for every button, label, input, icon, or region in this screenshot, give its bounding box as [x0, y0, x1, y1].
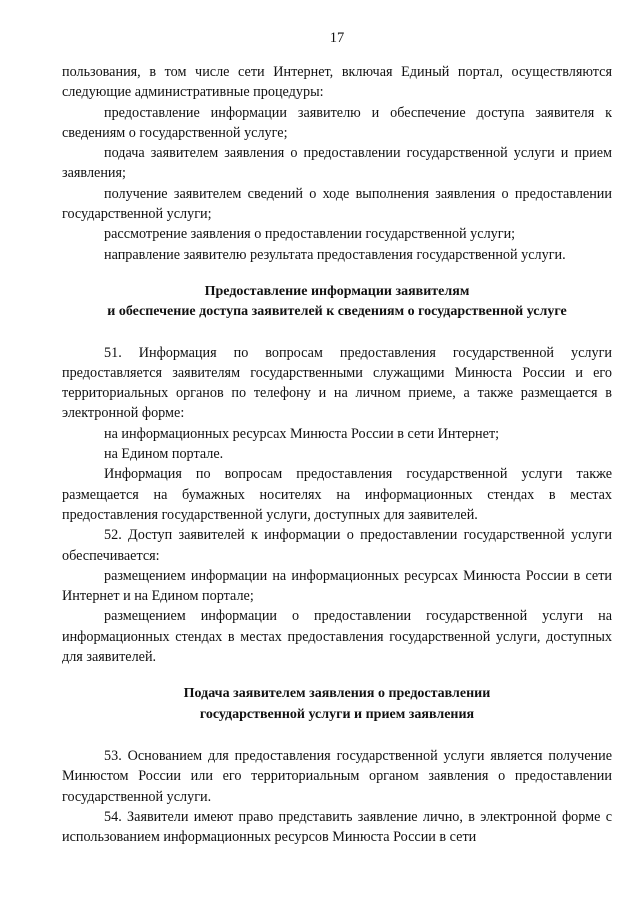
section-heading-information-line2: и обеспечение доступа заявителей к сведениям о государственной услуге	[107, 304, 567, 320]
procedure-item-5: направление заявителю результата предоставления государственной услуги.	[104, 246, 566, 263]
section-heading-application-line2: государственной услуги и прием заявления	[199, 706, 475, 722]
paragraph-51-portal: на Едином портале.	[104, 446, 224, 463]
page-number: 17	[329, 30, 345, 46]
procedure-item-4: рассмотрение заявления о предоставлении государственной услуги;	[104, 226, 516, 243]
procedure-item-1: предоставление информации заявителю и обеспечение доступа заявителя к сведениям о государственной услуге;	[62, 104, 612, 141]
paragraph-51-internet: на информационных ресурсах Минюста России в сети Интернет;	[104, 425, 500, 442]
paragraph-51-stands: Информация по вопросам предоставления государственной услуги также размещается на бумажных носителях на информационных стендах в местах предоставления государственной услуги, доступных для заявителей.	[62, 466, 612, 523]
section-heading-information	[62, 282, 612, 323]
procedure-item-3: получение заявителем сведений о ходе выполнения заявления о предоставлении государственной услуги;	[62, 185, 612, 223]
intro-paragraph: пользования, в том числе сети Интернет, включая Единый портал, осуществляются следующие административные процедуры:	[62, 64, 612, 101]
paragraph-52: 52. Доступ заявителей к информации о предоставлении государственной услуги обеспечивается:	[62, 527, 612, 564]
section-heading-application-line1: Подача заявителем заявления о предоставлении	[183, 686, 491, 702]
paragraph-52-internet: размещением информации на информационных ресурсах Минюста России в сети Интернет и на Едином портале;	[62, 567, 612, 605]
paragraph-54: 54. Заявители имеют право представить заявление лично, в электронной форме с использованием информационных ресурсов Минюста России в сети	[62, 808, 612, 846]
section-heading-information-line1: Предоставление информации заявителям	[204, 283, 470, 299]
section-heading-application	[62, 684, 612, 725]
procedure-item-2: подача заявителем заявления о предоставлении государственной услуги и прием заявления;	[62, 145, 612, 182]
paragraph-51: 51. Информация по вопросам предоставления государственной услуги предоставляется заявителям государственными служащими Минюста России и его территориальных органов по телефону и на личном приеме, а также размещается в электронной форме:	[62, 344, 612, 422]
document-body	[62, 62, 612, 847]
paragraph-52-stands: размещением информации о предоставлении государственной услуги на информационных стендах в местах предоставления государственной услуги, доступных для заявителей.	[62, 608, 612, 666]
paragraph-53: 53. Основанием для предоставления государственной услуги является получение Минюстом России или его территориальным органом заявления о предоставлении государственной услуги.	[62, 747, 612, 805]
